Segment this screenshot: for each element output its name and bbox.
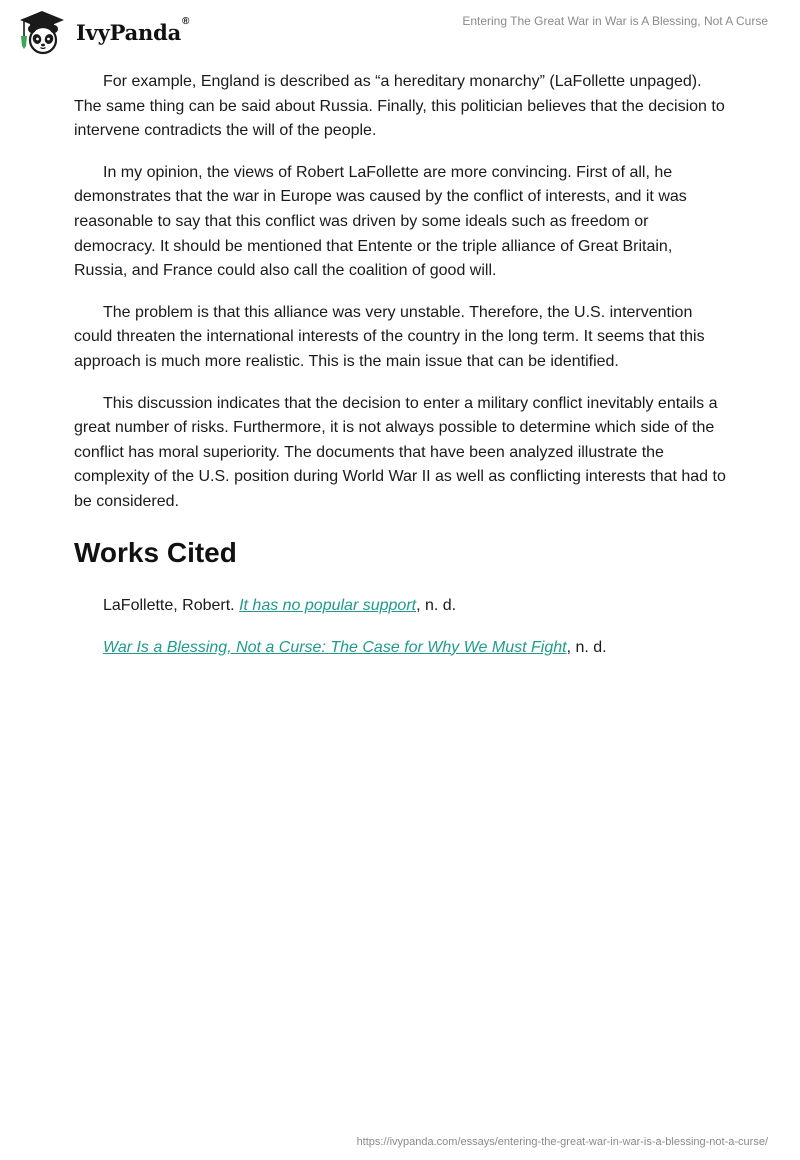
body-paragraph: For example, England is described as “a hereditary monarchy” (LaFollette unpaged). The same thing can be said about Russia. Finally, this politician believes that the decision to intervene contradicts the will of the people. <box>74 73 725 140</box>
citation-suffix: , n. d. <box>416 596 457 614</box>
citation-entry <box>103 595 726 617</box>
citation-prefix: LaFollette, Robert. <box>103 596 240 614</box>
works-cited-heading: Works Cited <box>74 536 237 568</box>
body-paragraph: This discussion indicates that the decision to enter a military conflict inevitably entails a great number of risks. Furthermore, it is not always possible to determine which side of the conflict has moral superiority. The documents that have been analyzed illustrate the complexity of the U.S. position during World War II as well as conflicting interests that had to be considered. <box>74 394 726 510</box>
citation-suffix: , n. d. <box>566 638 607 656</box>
ivypanda-logo[interactable] <box>14 8 189 56</box>
panda-graduate-icon <box>14 8 72 56</box>
logo-text: IvyPanda <box>76 19 182 45</box>
body-paragraph: In my opinion, the views of Robert LaFollette are more convincing. First of all, he demonstrates that the war in Europe was caused by the conflict of interests, and it was reasonable to say that this conflict was driven by some ideals such as freedom or democracy. It should be mentioned that Entente or the triple alliance of Great Britain, Russia, and France could also call the coalition of good will. <box>74 163 687 280</box>
citation-link[interactable]: It has no popular support <box>239 596 417 614</box>
source-url[interactable]: https://ivypanda.com/essays/entering-the-great-war-in-war-is-a-blessing-not-a-curse/ <box>356 1136 768 1148</box>
registered-mark: ® <box>182 15 190 27</box>
logo-wordmark <box>76 15 190 45</box>
body-paragraph: The problem is that this alliance was very unstable. Therefore, the U.S. intervention could threaten the international interests of the country in the long term. It seems that this approach is much more realistic. This is the main issue that can be identified. <box>74 303 705 370</box>
citation-entry <box>103 637 726 659</box>
citation-link[interactable]: War Is a Blessing, Not a Curse: The Case for Why We Must Fight <box>103 638 567 656</box>
page-header <box>0 0 800 64</box>
running-title: Entering The Great War in War is A Blessing, Not A Curse <box>462 14 768 28</box>
essay-body <box>74 70 726 679</box>
